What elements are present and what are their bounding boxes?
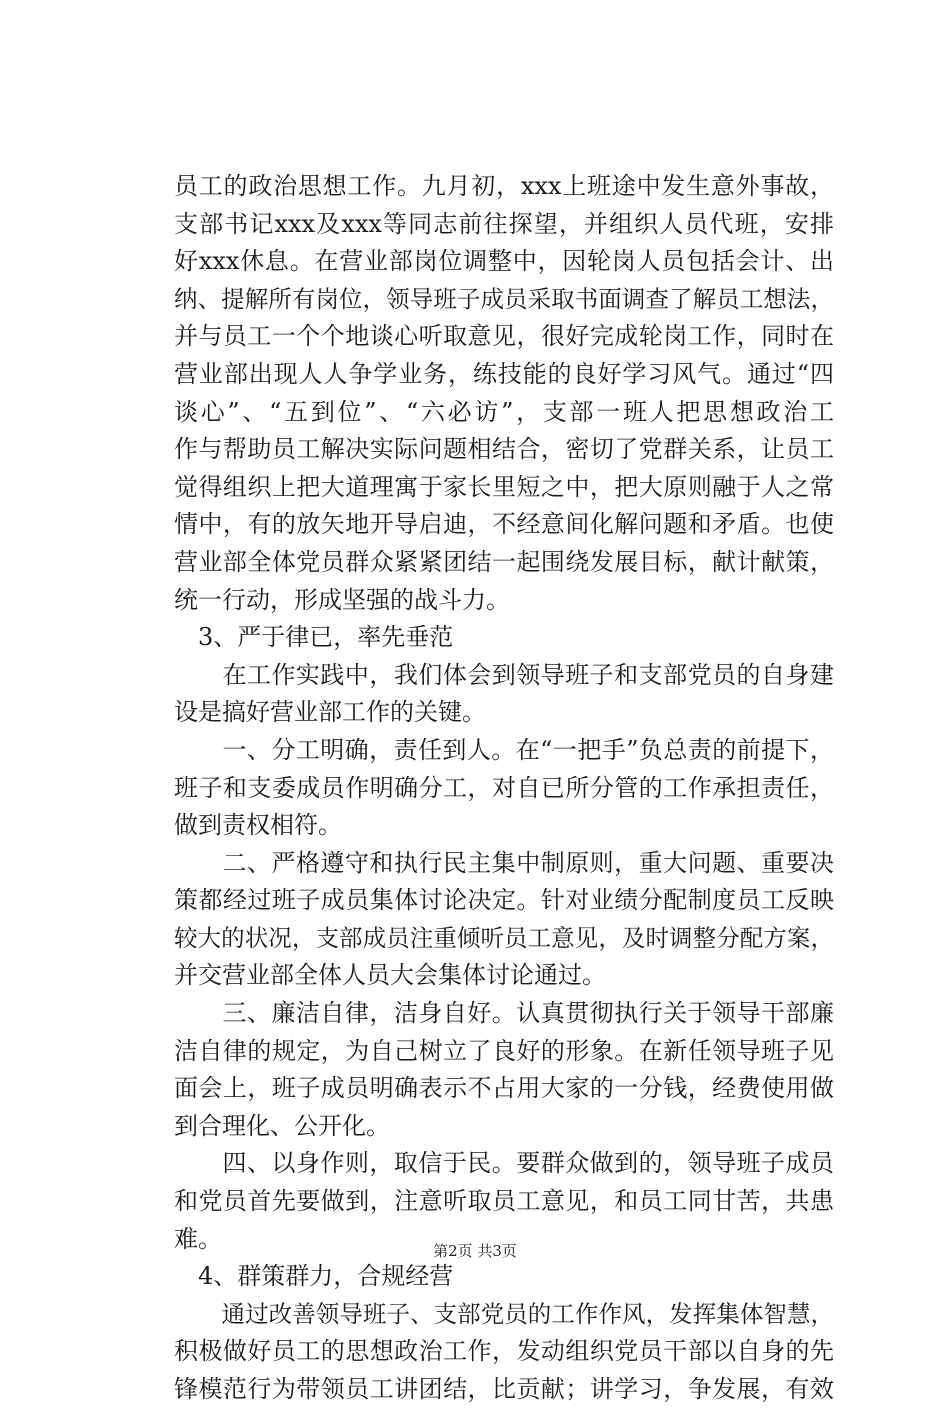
body-text-line: 好xxx休息。在营业部岗位调整中，因轮岗人员包括会计、出 <box>174 247 834 276</box>
body-text-line: 4、群策群力，合规经营 <box>174 1262 454 1291</box>
body-text-line: 较大的状况，支部成员注重倾听员工意见，及时调整分配方案， <box>174 923 834 952</box>
body-text-line: 二、严格遵守和执行民主集中制原则，重大问题、重要决 <box>198 848 834 877</box>
body-text-line: 支部书记xxx及xxx等同志前往探望，并组织人员代班，安排 <box>174 209 834 238</box>
body-text-line: 员工的政治思想工作。九月初，xxx上班途中发生意外事故， <box>174 172 834 200</box>
body-text-line: 3、严于律已，率先垂范 <box>174 623 454 652</box>
body-text-line: 并交营业部全体人员大会集体讨论通过。 <box>174 961 606 990</box>
body-text-line: 营业部全体党员群众紧紧团结一起围绕发展目标，献计献策， <box>174 547 834 576</box>
body-text-line: 积极做好员工的思想政治工作，发动组织党员干部以自身的先 <box>174 1337 834 1366</box>
document-body <box>174 168 834 1409</box>
body-text-line: 营业部出现人人争学业务，练技能的良好学习风气。通过“四 <box>174 359 834 388</box>
page-footer: 第2页 共3页 <box>433 1242 517 1260</box>
body-text-line: 难。 <box>174 1224 222 1253</box>
body-text-line: 班子和支委成员作明确分工，对自已所分管的工作承担责任， <box>174 773 834 802</box>
body-text-line: 到合理化、公开化。 <box>174 1111 390 1140</box>
body-text-line: 在工作实践中，我们体会到领导班子和支部党员的自身建 <box>198 660 834 689</box>
body-text-line: 锋模范行为带领员工讲团结，比贡献；讲学习，争发展，有效 <box>174 1375 834 1403</box>
body-text-line: 统一行动，形成坚强的战斗力。 <box>174 585 510 614</box>
body-text-line: 纳、提解所有岗位，领导班子成员采取书面调查了解员工想法， <box>174 284 834 313</box>
body-text-line: 觉得组织上把大道理寓于家长里短之中，把大原则融于人之常 <box>174 472 834 501</box>
body-text-line: 做到责权相符。 <box>174 811 342 840</box>
body-text-line: 通过改善领导班子、支部党员的工作作风，发挥集体智慧， <box>198 1299 834 1328</box>
body-text-line: 洁自律的规定，为自己树立了良好的形象。在新任领导班子见 <box>174 1036 834 1065</box>
body-text-line: 情中，有的放矢地开导启迪，不经意间化解问题和矛盾。也使 <box>174 510 834 539</box>
body-text-line: 四、以身作则，取信于民。要群众做到的，领导班子成员 <box>198 1149 834 1178</box>
body-text-line: 策都经过班子成员集体讨论决定。针对业绩分配制度员工反映 <box>174 886 834 915</box>
body-text-line: 三、廉洁自律，洁身自好。认真贯彻执行关于领导干部廉 <box>198 999 834 1028</box>
body-text-line: 作与帮助员工解决实际问题相结合，密切了党群关系，让员工 <box>174 435 834 464</box>
body-text-line: 和党员首先要做到，注意听取员工意见，和员工同甘苦，共患 <box>174 1187 834 1216</box>
body-text-line: 设是搞好营业部工作的关键。 <box>174 698 486 727</box>
body-text-line: 面会上，班子成员明确表示不占用大家的一分钱，经费使用做 <box>174 1074 834 1103</box>
body-text-line: 并与员工一个个地谈心听取意见，很好完成轮岗工作，同时在 <box>174 322 834 351</box>
body-text-line: 一、分工明确，责任到人。在“一把手”负总责的前提下， <box>198 735 834 764</box>
body-text-line: 谈心”、“五到位”、“六必访”，支部一班人把思想政治工 <box>174 397 834 426</box>
